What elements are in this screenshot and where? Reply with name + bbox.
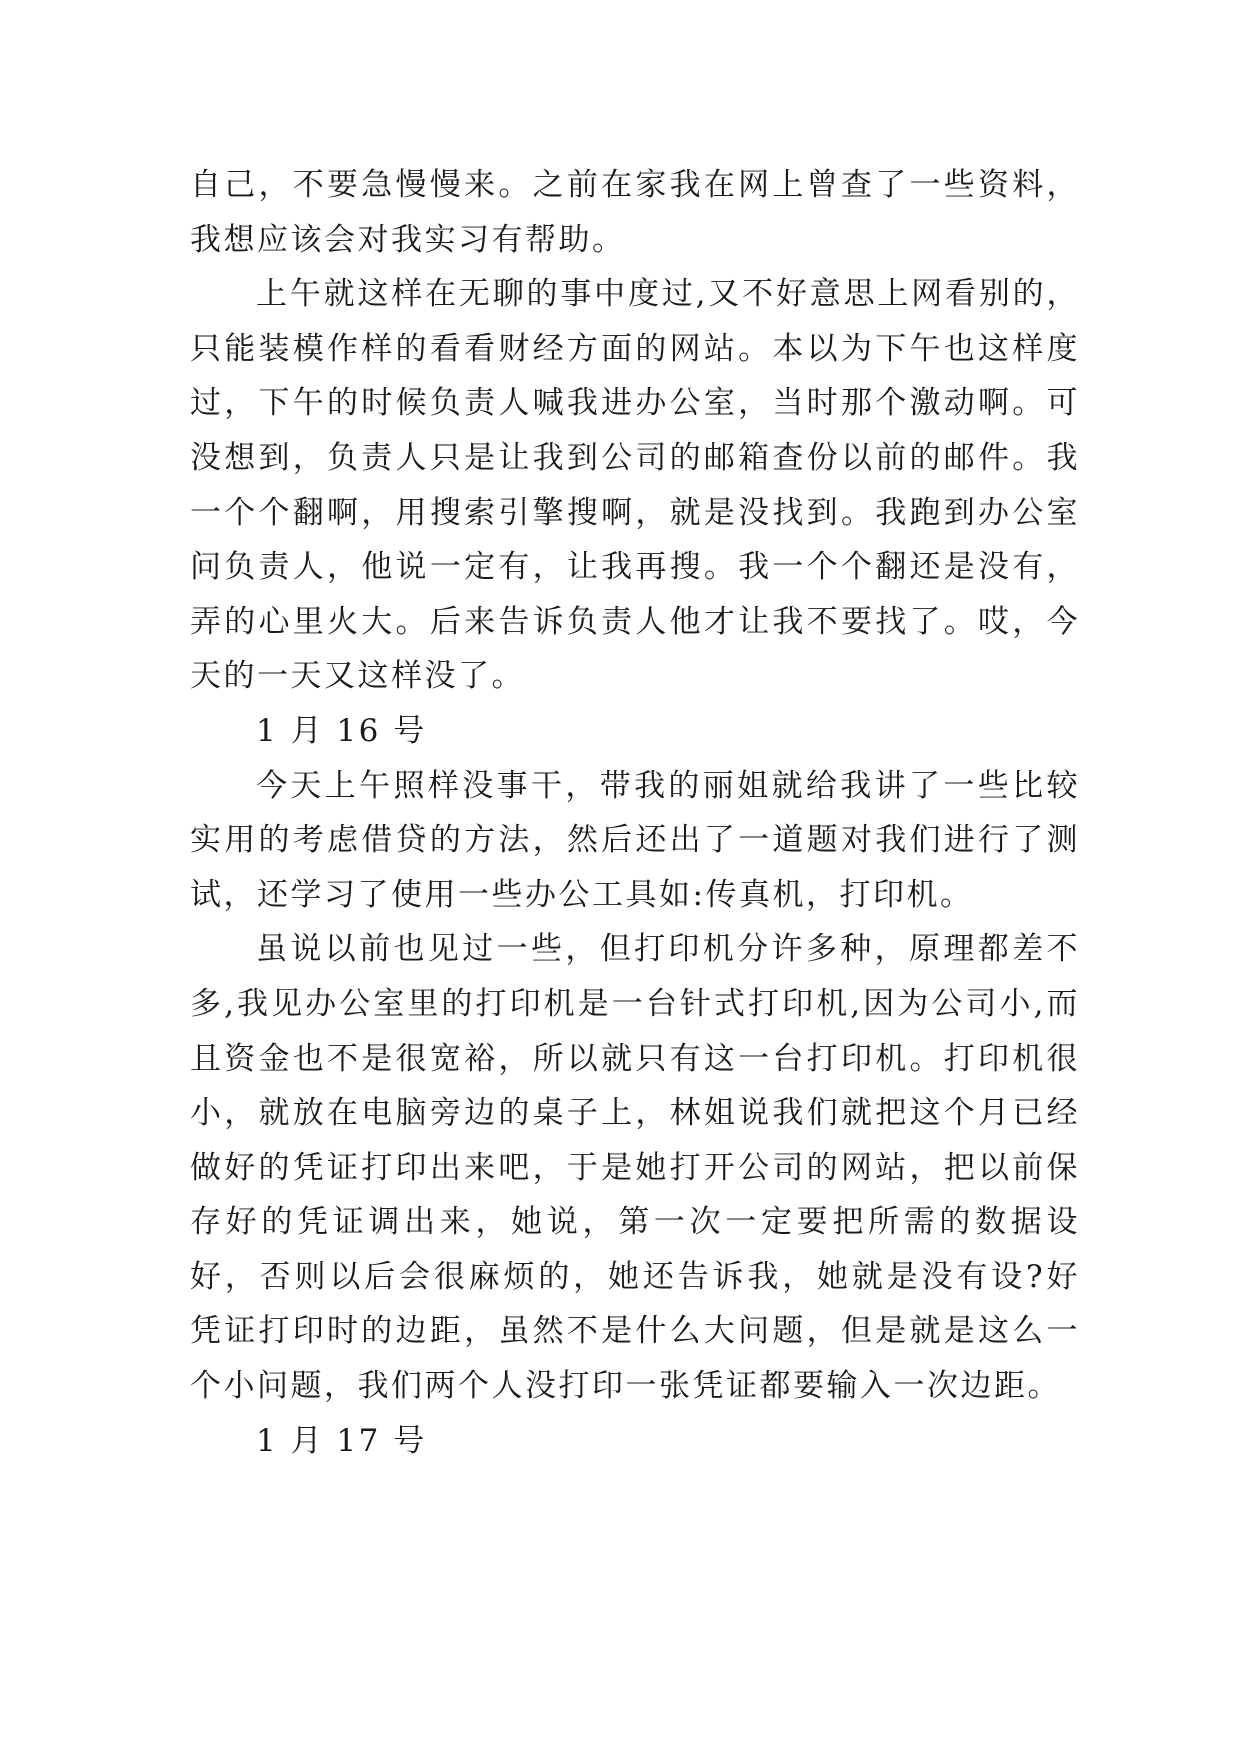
paragraph: 虽说以前也见过一些，但打印机分许多种，原理都差不多,我见办公室里的打印机是一台针式打印机,因为公司小,而且资金也不是很宽裕，所以就只有这一台打印机。打印机很小，就放在电脑旁边的桌子上，林姐说我们就把这个月已经做好的凭证打印出来吧，于是她打开公司的网站，把以前保存好的凭证调出来，她说，第一次一定要把所需的数据设好，否则以后会很麻烦的，她还告诉我，她就是没有设?好凭证打印时的边距，虽然不是什么大问题，但是就是这么一个小问题，我们两个人没打印一张凭证都要输入一次边距。 [190, 931, 1080, 1405]
date-heading: 1 月 17 号 [256, 1422, 427, 1459]
paragraph: 今天上午照样没事干，带我的丽姐就给我讲了一些比较实用的考虑借贷的方法，然后还出了一道题对我们进行了测试，还学习了使用一些办公工具如:传真机，打印机。 [190, 767, 1080, 913]
paragraph: 上午就这样在无聊的事中度过,又不好意思上网看别的，只能装模作样的看看财经方面的网站。本以为下午也这样度过，下午的时候负责人喊我进办公室，当时那个激动啊。可没想到，负责人只是让我到公司的邮箱查份以前的邮件。我一个个翻啊，用搜索引擎搜啊，就是没找到。我跑到办公室问负责人，他说一定有，让我再搜。我一个个翻还是没有，弄的心里火大。后来告诉负责人他才让我不要找了。哎，今天的一天又这样没了。 [190, 276, 1080, 695]
document-body [190, 158, 1080, 1468]
date-heading: 1 月 16 号 [256, 712, 427, 749]
paragraph: 自己，不要急慢慢来。之前在家我在网上曾查了一些资料，我想应该会对我实习有帮助。 [190, 167, 1080, 258]
